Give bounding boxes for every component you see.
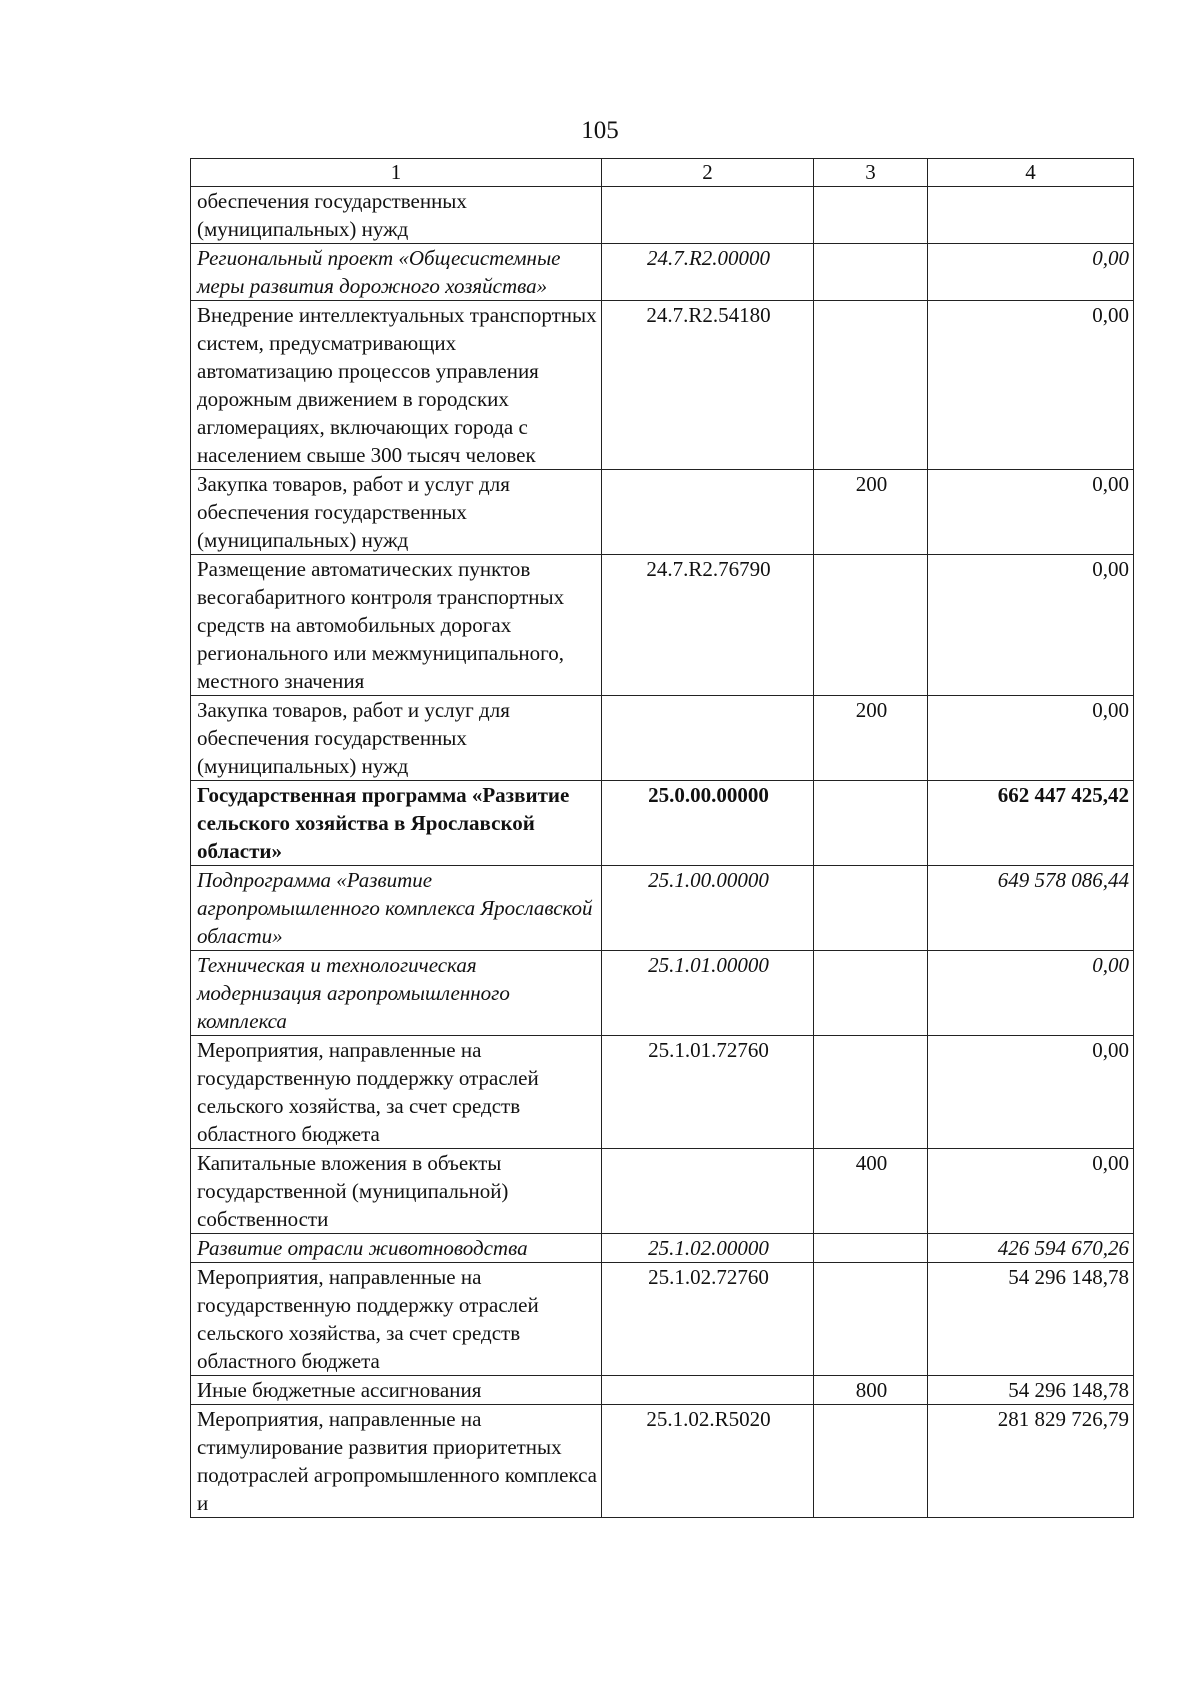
row-name-cell: Закупка товаров, работ и услуг для обеспечения государственных (муниципальных) нужд xyxy=(191,696,602,781)
table-row xyxy=(191,301,1134,470)
header-cell: 4 xyxy=(928,159,1134,187)
table-row xyxy=(191,1036,1134,1149)
row-type-cell: 200 xyxy=(814,696,928,781)
table-row xyxy=(191,244,1134,301)
row-code-cell: 25.1.02.00000 xyxy=(602,1234,814,1263)
budget-table xyxy=(190,158,1134,1518)
row-code-cell xyxy=(602,187,814,244)
row-amount-cell: 0,00 xyxy=(928,244,1134,301)
row-type-cell xyxy=(814,1405,928,1518)
row-name-cell: обеспечения государственных (муниципальных) нужд xyxy=(191,187,602,244)
row-name-cell: Мероприятия, направленные на государственную поддержку отраслей сельского хозяйства, за счет средств областного бюджета xyxy=(191,1263,602,1376)
header-cell: 2 xyxy=(602,159,814,187)
row-amount-cell: 54 296 148,78 xyxy=(928,1376,1134,1405)
row-type-cell xyxy=(814,781,928,866)
row-amount-cell: 662 447 425,42 xyxy=(928,781,1134,866)
row-code-cell: 25.1.01.00000 xyxy=(602,951,814,1036)
row-amount-cell: 0,00 xyxy=(928,470,1134,555)
row-name-cell: Размещение автоматических пунктов весогабаритного контроля транспортных средств на автомобильных дорогах регионального или межмуниципального, местного значения xyxy=(191,555,602,696)
table-row xyxy=(191,951,1134,1036)
row-amount-cell: 649 578 086,44 xyxy=(928,866,1134,951)
row-name-cell: Закупка товаров, работ и услуг для обеспечения государственных (муниципальных) нужд xyxy=(191,470,602,555)
row-type-cell xyxy=(814,1263,928,1376)
row-type-cell: 800 xyxy=(814,1376,928,1405)
row-amount-cell: 426 594 670,26 xyxy=(928,1234,1134,1263)
row-name-cell: Иные бюджетные ассигнования xyxy=(191,1376,602,1405)
row-type-cell xyxy=(814,301,928,470)
row-type-cell: 400 xyxy=(814,1149,928,1234)
row-amount-cell: 0,00 xyxy=(928,1149,1134,1234)
row-amount-cell: 54 296 148,78 xyxy=(928,1263,1134,1376)
header-cell: 1 xyxy=(191,159,602,187)
row-code-cell: 25.0.00.00000 xyxy=(602,781,814,866)
row-code-cell: 24.7.R2.00000 xyxy=(602,244,814,301)
page-number: 105 xyxy=(581,117,619,144)
table-header-row xyxy=(191,159,1134,187)
row-type-cell: 200 xyxy=(814,470,928,555)
row-type-cell xyxy=(814,1234,928,1263)
row-amount-cell xyxy=(928,187,1134,244)
table-row xyxy=(191,1263,1134,1376)
row-name-cell: Развитие отрасли животноводства xyxy=(191,1234,602,1263)
row-amount-cell: 0,00 xyxy=(928,951,1134,1036)
row-code-cell: 24.7.R2.54180 xyxy=(602,301,814,470)
row-amount-cell: 0,00 xyxy=(928,555,1134,696)
row-code-cell xyxy=(602,1149,814,1234)
table-row xyxy=(191,555,1134,696)
row-amount-cell: 0,00 xyxy=(928,301,1134,470)
row-type-cell xyxy=(814,244,928,301)
row-code-cell xyxy=(602,1376,814,1405)
row-type-cell xyxy=(814,951,928,1036)
table-row xyxy=(191,696,1134,781)
row-type-cell xyxy=(814,555,928,696)
row-code-cell: 25.1.02.72760 xyxy=(602,1263,814,1376)
row-code-cell xyxy=(602,696,814,781)
row-amount-cell: 281 829 726,79 xyxy=(928,1405,1134,1518)
row-type-cell xyxy=(814,1036,928,1149)
row-name-cell: Государственная программа «Развитие сельского хозяйства в Ярославской области» xyxy=(191,781,602,866)
row-code-cell: 25.1.01.72760 xyxy=(602,1036,814,1149)
table-row xyxy=(191,470,1134,555)
table-row xyxy=(191,1376,1134,1405)
row-name-cell: Региональный проект «Общесистемные меры развития дорожного хозяйства» xyxy=(191,244,602,301)
row-name-cell: Внедрение интеллектуальных транспортных систем, предусматривающих автоматизацию процессов управления дорожным движением в городских агломерациях, включающих города с населением свыше 300 тысяч человек xyxy=(191,301,602,470)
table-row xyxy=(191,1149,1134,1234)
row-code-cell: 25.1.00.00000 xyxy=(602,866,814,951)
row-name-cell: Капитальные вложения в объекты государственной (муниципальной) собственности xyxy=(191,1149,602,1234)
row-type-cell xyxy=(814,187,928,244)
table-row xyxy=(191,866,1134,951)
row-name-cell: Техническая и технологическая модернизация агропромышленного комплекса xyxy=(191,951,602,1036)
row-code-cell: 24.7.R2.76790 xyxy=(602,555,814,696)
row-name-cell: Мероприятия, направленные на стимулирование развития приоритетных подотраслей агропромышленного комплекса и xyxy=(191,1405,602,1518)
row-code-cell: 25.1.02.R5020 xyxy=(602,1405,814,1518)
header-cell: 3 xyxy=(814,159,928,187)
table-row xyxy=(191,781,1134,866)
table-row xyxy=(191,1234,1134,1263)
row-code-cell xyxy=(602,470,814,555)
table-row xyxy=(191,187,1134,244)
row-amount-cell: 0,00 xyxy=(928,696,1134,781)
row-type-cell xyxy=(814,866,928,951)
table-row xyxy=(191,1405,1134,1518)
row-amount-cell: 0,00 xyxy=(928,1036,1134,1149)
row-name-cell: Подпрограмма «Развитие агропромышленного комплекса Ярославской области» xyxy=(191,866,602,951)
row-name-cell: Мероприятия, направленные на государственную поддержку отраслей сельского хозяйства, за счет средств областного бюджета xyxy=(191,1036,602,1149)
